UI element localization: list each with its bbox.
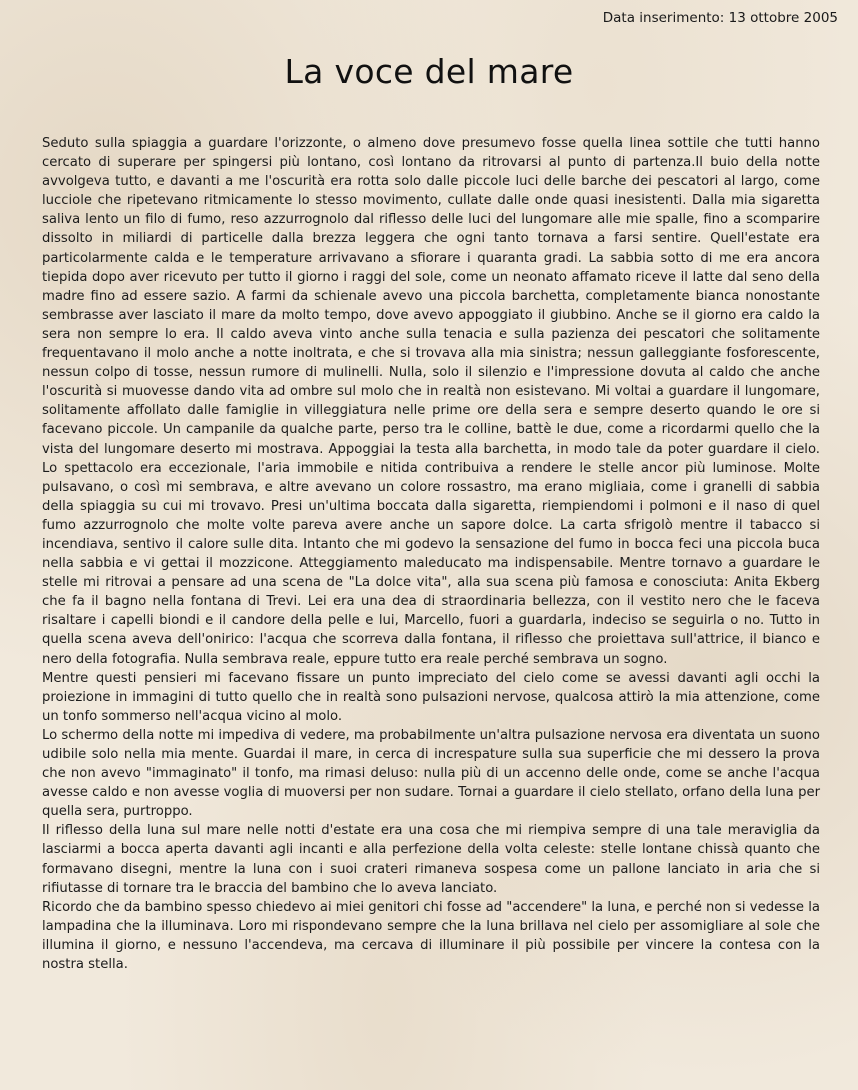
page-title: La voce del mare [284, 52, 574, 91]
paragraph-1: Seduto sulla spiaggia a guardare l'orizzonte, o almeno dove presumevo fosse quella linea sottile che tutti hanno cercato di superare per spingersi più lontano, così lontano da ritrovarsi al punto di partenza.Il buio della notte avvolgeva tutto, e davanti a me l'oscurità era rotta solo dalle piccole luci delle barche dei pescatori al largo, come lucciole che ripetevano ritmicamente lo stesso movimento, cullate dalle onde quasi inesistenti. Dalla mia sigaretta saliva lento un filo di fumo, reso azzurrognolo dal riflesso delle luci del lungomare alle mie spalle, fino a scomparire dissolto in miliardi di particelle dalla brezza leggera che ogni tanto tornava a farsi sentire. Quell'estate era particolarmente calda e le temperature arrivavano a sfiorare i quaranta gradi. La sabbia sotto di me era ancora tiepida dopo aver ricevuto per tutto il giorno i raggi del sole, come un neonato affamato riceve il latte dal seno della madre fino ad essere sazio. A farmi da schienale avevo una piccola barchetta, completamente bianca nonostante sembrasse aver lasciato il mare da molto tempo, dove avevo appoggiato il giubbino. Anche se il giorno era caldo la sera non sempre lo era. Il caldo aveva vinto anche sulla tenacia e sulla pazienza dei pescatori che solitamente frequentavano il molo anche a notte inoltrata, e che si trovava alla mia sinistra; nessun galleggiante fosforescente, nessun colpo di tosse, nessun rumore di mulinelli. Nulla, solo il silenzio e l'impressione dovuta al caldo che anche l'oscurità si muovesse dando vita ad ombre sul molo che in realtà non esistevano. Mi voltai a guardare il lungomare, solitamente affollato dalle famiglie in villeggiatura nelle prime ore della sera e sempre deserto quando le ore si facevano piccole. Un campanile da qualche parte, perso tra le colline, battè le due, come a ricordarmi quello che la vista del lungomare deserto mi mostrava. Appoggiai la testa alla barchetta, in modo tale da poter guardare il cielo. Lo spettacolo era eccezionale, l'aria immobile e nitida contribuiva a rendere le stelle ancor più luminose. Molte pulsavano, o così mi sembrava, e altre avevano un colore rossastro, ma erano migliaia, come i granelli di sabbia della spiaggia su cui mi trovavo. Presi un'ultima boccata dalla sigaretta, riempiendomi i polmoni e il naso di quel fumo azzurrognolo che molte volte pareva avere anche un sapore dolce. La carta sfrigolò mentre il tabacco si incendiava, sentivo il calore sulle dita. Intanto che mi godevo la sensazione del fumo in bocca feci una piccola buca nella sabbia e vi gettai il mozzicone. Atteggiamento maleducato ma indispensabile. Mentre tornavo a guardare le stelle mi ritrovai a pensare ad una scena de "La dolce vita", alla sua scena più famosa e conosciuta: Anita Ekberg che fa il bagno nella fontana di Trevi. Lei era una dea di straordinaria bellezza, con il vestito nero che le faceva risaltare i capelli biondi e il candore della pelle e lui, Marcello, fuori a guardarla, indeciso se seguirla o no. Tutto in quella scena aveva dell'onirico: l'acqua che scorreva dalla fontana, il riflesso che proiettava sull'attrice, il bianco e nero della fotografia. Nulla sembrava reale, eppure tutto era reale perché sembrava un sogno. [42, 136, 820, 667]
paragraph-5: Ricordo che da bambino spesso chiedevo ai miei genitori chi fosse ad "accendere" la luna, e perché non si vedesse la lampadina che la illuminava. Loro mi rispondevano sempre che la luna brillava nel cielo per assomigliare al sole che illumina il giorno, e nessuno l'accendeva, ma cercava di illuminare il più possibile per vincere la contesa con la nostra stella. [42, 899, 820, 973]
paragraph-2: Mentre questi pensieri mi facevano fissare un punto impreciato del cielo come se avessi davanti agli occhi la proiezione in immagini di tutto quello che in realtà sono pulsazioni nervose, qualcosa attirò la mia attenzione, come un tonfo sommerso nell'acqua vicino al molo. [42, 670, 820, 724]
paragraph-3: Lo schermo della notte mi impediva di vedere, ma probabilmente un'altra pulsazione nervosa era diventata un suono udibile solo nella mia mente. Guardai il mare, in cerca di increspature sulla sua superficie che mi dessero la prova che non avevo "immaginato" il tonfo, ma rimasi deluso: nulla più di un accenno delle onde, come se anche l'acqua avesse caldo e non avesse voglia di muoversi per non sudare. Tornai a guardare il cielo stellato, orfano della luna per quella sera, purtroppo. [42, 727, 820, 820]
paragraph-4: Il riflesso della luna sul mare nelle notti d'estate era una cosa che mi riempiva sempre di una tale meraviglia da lasciarmi a bocca aperta davanti agli incanti e alla perfezione della volta celeste: stelle lontane chissà quanto che formavano disegni, mentre la luna con i suoi crateri rimaneva sospesa come un pallone lanciato in aria che si rifiutasse di tornare tra le braccia del bambino che lo aveva lanciato. [42, 823, 820, 896]
insertion-date: Data inserimento: 13 ottobre 2005 [602, 10, 838, 26]
article-body [42, 134, 820, 974]
